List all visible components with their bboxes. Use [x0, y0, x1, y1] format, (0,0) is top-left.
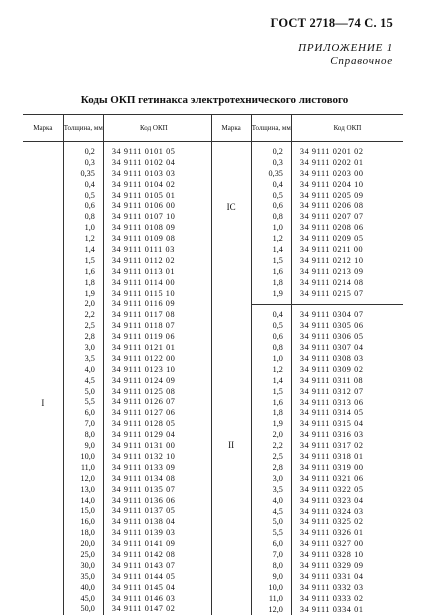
code-list-ic-item: 34 9111 0211 00 — [292, 245, 403, 256]
thickness-list-ic-item: 1,4 — [252, 245, 291, 256]
code-list-i-item: 34 9111 0119 06 — [104, 332, 204, 343]
thickness-list-i-item: 12,0 — [64, 474, 103, 485]
thickness-list-ii-item: 3,0 — [252, 474, 291, 485]
code-list-i-item: 34 9111 0128 05 — [104, 419, 204, 430]
code-list-ii-item: 34 9111 0326 01 — [292, 528, 403, 539]
thickness-list-i-item: 0,3 — [64, 158, 103, 169]
thickness-list-i-item: 1,8 — [64, 278, 103, 289]
column-gap — [204, 115, 211, 142]
thickness-list-ii-item: 5,0 — [252, 517, 291, 528]
code-list-ic-item: 34 9111 0214 08 — [292, 278, 403, 289]
marka-ic: IC — [212, 202, 251, 212]
code-list-i-item: 34 9111 0125 08 — [104, 387, 204, 398]
thickness-list-ic-item: 0,6 — [252, 201, 291, 212]
code-list-ii-item: 34 9111 0329 09 — [292, 561, 403, 572]
table-body-row — [23, 142, 403, 615]
code-list-i-item: 34 9111 0105 01 — [104, 191, 204, 202]
code-list-ii — [292, 304, 403, 615]
thickness-list-ii-item: 2,8 — [252, 463, 291, 474]
code-list-ii-item: 34 9111 0319 00 — [292, 463, 403, 474]
code-list-ii-item: 34 9111 0307 04 — [292, 343, 403, 354]
code-list-i-item: 34 9111 0129 04 — [104, 430, 204, 441]
code-list-i-item: 34 9111 0133 09 — [104, 463, 204, 474]
thickness-list-i-item: 0,5 — [64, 191, 103, 202]
code-list-i-item: 34 9111 0118 07 — [104, 321, 204, 332]
code-list-ii-item: 34 9111 0311 08 — [292, 376, 403, 387]
code-list-ii-item: 34 9111 0332 03 — [292, 583, 403, 594]
thickness-list-ic-item: 1,9 — [252, 289, 291, 300]
thickness-list-ii-item: 11,0 — [252, 594, 291, 605]
thickness-list-ii-item: 1,6 — [252, 398, 291, 409]
thickness-list-ii-item: 1,4 — [252, 376, 291, 387]
thickness-list-ii-item: 2,0 — [252, 430, 291, 441]
code-list-ic-item: 34 9111 0209 05 — [292, 234, 403, 245]
thickness-list-i-item: 20,0 — [64, 539, 103, 550]
code-list-i-item: 34 9111 0117 08 — [104, 310, 204, 321]
thickness-list-ii-item: 6,0 — [252, 539, 291, 550]
code-list-i-item: 34 9111 0143 07 — [104, 561, 204, 572]
code-list-i-item: 34 9111 0127 06 — [104, 408, 204, 419]
code-list-ii-item: 34 9111 0318 01 — [292, 452, 403, 463]
thickness-list-i-item: 40,0 — [64, 583, 103, 594]
thickness-list-i-item: 1,9 — [64, 289, 103, 300]
thickness-list-i-item: 2,2 — [64, 310, 103, 321]
code-list-ii-item: 34 9111 0323 04 — [292, 496, 403, 507]
code-list-i-item: 34 9111 0108 09 — [104, 223, 204, 234]
thickness-list-i-item: 13,0 — [64, 485, 103, 496]
thickness-list-i-item: 0,8 — [64, 212, 103, 223]
thickness-list-i-item: 18,0 — [64, 528, 103, 539]
code-list-i-item: 34 9111 0126 07 — [104, 397, 204, 408]
thickness-list-i-item: 9,0 — [64, 441, 103, 452]
thickness-list-i-item: 2,0 — [64, 299, 103, 310]
code-list-ii-item: 34 9111 0327 00 — [292, 539, 403, 550]
code-list-ic-item: 34 9111 0203 00 — [292, 169, 403, 180]
code-list-ic-item: 34 9111 0204 10 — [292, 180, 403, 191]
thickness-list-i-item: 3,5 — [64, 354, 103, 365]
code-list-i-item: 34 9111 0101 05 — [104, 147, 204, 158]
header-code-left: Код ОКП — [103, 115, 203, 142]
code-list-ic-item: 34 9111 0205 09 — [292, 191, 403, 202]
thickness-list-i-item: 4,0 — [64, 365, 103, 376]
code-list-ii-item: 34 9111 0314 05 — [292, 408, 403, 419]
header-marka-right: Марка — [211, 115, 251, 142]
code-list-i-item: 34 9111 0145 04 — [104, 583, 204, 594]
thickness-list-ii-item: 4,5 — [252, 507, 291, 518]
header-thickness-right: Толщина, мм — [251, 115, 291, 142]
code-list-i-item: 34 9111 0136 06 — [104, 496, 204, 507]
code-list-i-item: 34 9111 0121 01 — [104, 343, 204, 354]
page-header: ГОСТ 2718—74 С. 15 — [270, 16, 393, 31]
thickness-list-i-item: 4,5 — [64, 376, 103, 387]
thickness-list-i-item: 7,0 — [64, 419, 103, 430]
thickness-list-ic-item: 0,3 — [252, 158, 291, 169]
thickness-list-ii-item: 8,0 — [252, 561, 291, 572]
thickness-list-i-item: 1,2 — [64, 234, 103, 245]
thickness-list-ic-item: 1,6 — [252, 267, 291, 278]
code-list-ic-item: 34 9111 0206 08 — [292, 201, 403, 212]
thickness-list-ii-item: 0,4 — [252, 310, 291, 321]
thickness-list-ii-item: 2,2 — [252, 441, 291, 452]
code-list-ic-item: 34 9111 0215 07 — [292, 289, 403, 300]
thickness-list-ic-item: 1,8 — [252, 278, 291, 289]
thickness-list-ii — [252, 304, 291, 615]
thickness-list-i — [63, 142, 103, 615]
thickness-list-i-item: 10,0 — [64, 452, 103, 463]
thickness-list-ic — [252, 142, 291, 299]
code-list-i-item: 34 9111 0138 04 — [104, 517, 204, 528]
thickness-list-ic-item: 1,0 — [252, 223, 291, 234]
code-list-i-item: 34 9111 0114 00 — [104, 278, 204, 289]
code-list-i-item: 34 9111 0144 05 — [104, 572, 204, 583]
thickness-list-i-item: 2,5 — [64, 321, 103, 332]
thickness-list-ii-item: 5,5 — [252, 528, 291, 539]
thickness-list-ii-item: 1,8 — [252, 408, 291, 419]
code-list-i-item: 34 9111 0113 01 — [104, 267, 204, 278]
code-list-ii-item: 34 9111 0305 06 — [292, 321, 403, 332]
code-list-ii-item: 34 9111 0324 03 — [292, 507, 403, 518]
code-list-ii-item: 34 9111 0309 02 — [292, 365, 403, 376]
thickness-list-i-item: 3,0 — [64, 343, 103, 354]
thickness-list-i-item: 6,0 — [64, 408, 103, 419]
code-list-i-item: 34 9111 0122 00 — [104, 354, 204, 365]
code-list-i-item: 34 9111 0123 10 — [104, 365, 204, 376]
thickness-list-ic-item: 0,5 — [252, 191, 291, 202]
code-list-ii-item: 34 9111 0331 04 — [292, 572, 403, 583]
code-list-ii-item: 34 9111 0315 04 — [292, 419, 403, 430]
thickness-list-i-item: 35,0 — [64, 572, 103, 583]
code-list-ii-item: 34 9111 0321 06 — [292, 474, 403, 485]
thickness-list-ic-item: 0,2 — [252, 147, 291, 158]
thickness-list-i-item: 1,0 — [64, 223, 103, 234]
thickness-list-i-item: 0,6 — [64, 201, 103, 212]
code-list-i-item: 34 9111 0142 08 — [104, 550, 204, 561]
header-code-right: Код ОКП — [291, 115, 403, 142]
table-header-row — [23, 115, 403, 142]
thickness-list-ii-item: 0,5 — [252, 321, 291, 332]
okp-codes-table — [23, 114, 403, 615]
thickness-list-ii-item: 0,8 — [252, 343, 291, 354]
thickness-list-ii-item: 1,5 — [252, 387, 291, 398]
code-list-ii-item: 34 9111 0328 10 — [292, 550, 403, 561]
thickness-list-ic-item: 1,5 — [252, 256, 291, 267]
code-list-i-item: 34 9111 0116 09 — [104, 299, 204, 310]
code-list-i-item: 34 9111 0137 05 — [104, 506, 204, 517]
code-cell-right — [291, 142, 403, 615]
thickness-list-i-item: 0,4 — [64, 180, 103, 191]
thickness-list-i-item: 8,0 — [64, 430, 103, 441]
thickness-list-i-item: 1,6 — [64, 267, 103, 278]
code-list-i-item: 34 9111 0104 02 — [104, 180, 204, 191]
thickness-list-ii-item: 0,6 — [252, 332, 291, 343]
thickness-list-ii-item: 1,0 — [252, 354, 291, 365]
thickness-list-ii-item: 1,2 — [252, 365, 291, 376]
thickness-list-i-item: 5,5 — [64, 397, 103, 408]
code-list-i-item: 34 9111 0131 00 — [104, 441, 204, 452]
code-list-i-item: 34 9111 0115 10 — [104, 289, 204, 300]
code-list-ic-item: 34 9111 0208 06 — [292, 223, 403, 234]
thickness-list-i-item: 45,0 — [64, 594, 103, 605]
code-list-ic-item: 34 9111 0202 01 — [292, 158, 403, 169]
code-list-ii-item: 34 9111 0306 05 — [292, 332, 403, 343]
code-list-i-item: 34 9111 0109 08 — [104, 234, 204, 245]
code-list-ii-item: 34 9111 0333 02 — [292, 594, 403, 605]
appendix-label: ПРИЛОЖЕНИЕ 1 — [298, 42, 393, 55]
thickness-list-ic-item: 0,8 — [252, 212, 291, 223]
code-list-ii-item: 34 9111 0316 03 — [292, 430, 403, 441]
code-list-ii-item: 34 9111 0312 07 — [292, 387, 403, 398]
code-list-i-item: 34 9111 0103 03 — [104, 169, 204, 180]
code-list-i-item: 34 9111 0111 03 — [104, 245, 204, 256]
appendix-note: Справочное — [298, 55, 393, 68]
thickness-list-ic-item: 0,35 — [252, 169, 291, 180]
code-list-i-item: 34 9111 0132 10 — [104, 452, 204, 463]
thickness-list-i-item: 1,4 — [64, 245, 103, 256]
code-list-ic-item: 34 9111 0201 02 — [292, 147, 403, 158]
code-list-ii-item: 34 9111 0325 02 — [292, 517, 403, 528]
thickness-list-ii-item: 2,5 — [252, 452, 291, 463]
code-list-i-item: 34 9111 0141 09 — [104, 539, 204, 550]
code-list-ic-item: 34 9111 0213 09 — [292, 267, 403, 278]
thickness-list-i-item: 15,0 — [64, 506, 103, 517]
thickness-list-ii-item: 12,0 — [252, 605, 291, 615]
code-list-i-item: 34 9111 0102 04 — [104, 158, 204, 169]
code-list-i-item: 34 9111 0139 03 — [104, 528, 204, 539]
code-list-i-item: 34 9111 0146 03 — [104, 594, 204, 605]
code-list-i-item: 34 9111 0106 00 — [104, 201, 204, 212]
marka-ii: II — [212, 440, 251, 450]
code-list-ic-item: 34 9111 0212 10 — [292, 256, 403, 267]
marka-i: I — [23, 398, 63, 408]
code-list-ii-item: 34 9111 0313 06 — [292, 398, 403, 409]
thickness-list-i-item: 2,8 — [64, 332, 103, 343]
thickness-list-i-item: 11,0 — [64, 463, 103, 474]
code-list-ii-item: 34 9111 0317 02 — [292, 441, 403, 452]
code-list-i-item: 34 9111 0112 02 — [104, 256, 204, 267]
thickness-list-ic-item: 0,4 — [252, 180, 291, 191]
header-thickness-left: Толщина, мм — [63, 115, 103, 142]
thickness-list-i-item: 1,5 — [64, 256, 103, 267]
thickness-list-i-item: 0,35 — [64, 169, 103, 180]
code-list-i-item: 34 9111 0107 10 — [104, 212, 204, 223]
thickness-list-i-item: 30,0 — [64, 561, 103, 572]
thickness-list-ii-item: 3,5 — [252, 485, 291, 496]
thickness-list-ii-item: 10,0 — [252, 583, 291, 594]
thickness-list-ii-item: 1,9 — [252, 419, 291, 430]
thickness-list-i-item: 16,0 — [64, 517, 103, 528]
code-list-ii-item: 34 9111 0304 07 — [292, 310, 403, 321]
code-list-i-item: 34 9111 0135 07 — [104, 485, 204, 496]
code-list-ii-item: 34 9111 0334 01 — [292, 605, 403, 615]
thickness-list-ii-item: 4,0 — [252, 496, 291, 507]
thickness-list-i-item: 0,2 — [64, 147, 103, 158]
marka-cell-left — [23, 142, 63, 615]
thickness-list-i-item: 14,0 — [64, 496, 103, 507]
thickness-list-i-item: 50,0 — [64, 604, 103, 615]
code-list-i-item: 34 9111 0134 08 — [104, 474, 204, 485]
marka-cell-right — [211, 142, 251, 615]
code-list-i-item: 34 9111 0147 02 — [104, 604, 204, 615]
thickness-cell-right — [251, 142, 291, 615]
thickness-list-ic-item: 1,2 — [252, 234, 291, 245]
code-list-ii-item: 34 9111 0322 05 — [292, 485, 403, 496]
code-list-i — [103, 142, 203, 615]
thickness-list-ii-item: 9,0 — [252, 572, 291, 583]
table-title: Коды ОКП гетинакса электротехнического листового — [0, 94, 423, 106]
thickness-list-ii-item: 7,0 — [252, 550, 291, 561]
thickness-list-i-item: 25,0 — [64, 550, 103, 561]
header-marka-left: Марка — [23, 115, 63, 142]
appendix-block — [298, 42, 393, 68]
code-list-ic-item: 34 9111 0207 07 — [292, 212, 403, 223]
thickness-list-i-item: 5,0 — [64, 387, 103, 398]
code-list-ii-item: 34 9111 0308 03 — [292, 354, 403, 365]
code-list-i-item: 34 9111 0124 09 — [104, 376, 204, 387]
code-list-ic — [292, 142, 403, 299]
